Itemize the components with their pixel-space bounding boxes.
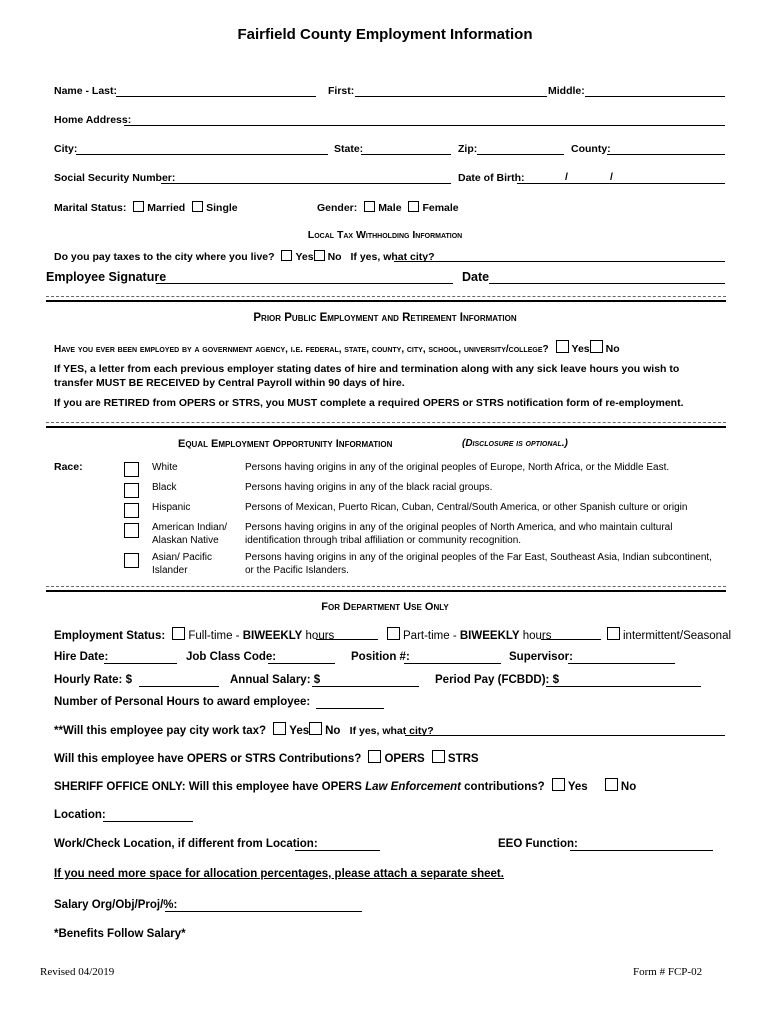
eeo-heading: Equal Employment Opportunity Information (178, 438, 393, 450)
race-label: Race: (54, 461, 83, 473)
city-work-tax-no-checkbox[interactable] (309, 722, 322, 735)
state-label: State: (334, 143, 364, 155)
supervisor-label: Supervisor: (509, 651, 573, 663)
form-number: Form # FCP-02 (633, 966, 703, 978)
sheriff-no-label: No (620, 781, 637, 793)
local-tax-row (54, 250, 435, 263)
home-address-label: Home Address: (54, 114, 132, 126)
first-name-field[interactable] (355, 96, 547, 97)
single-checkbox[interactable] (192, 201, 203, 212)
fulltime-hours-label: hours (302, 630, 335, 642)
parttime-biweekly-label: BIWEEKLY (459, 630, 520, 642)
ssn-label: Social Security Number: (54, 172, 176, 184)
race-hispanic-desc: Persons of Mexican, Puerto Rican, Cuban, Central/South America, or other Spanish culture or origin (245, 502, 688, 513)
parttime-row (383, 627, 551, 642)
middle-name-field[interactable] (585, 96, 725, 97)
race-american-indian-desc: Persons having origins in any of the original peoples of North America, and who maintain cultural identification through tribal affiliation or community recognition. (245, 522, 673, 546)
city-work-tax-no-label: No (325, 725, 341, 737)
female-label: Female (422, 202, 459, 214)
city-work-tax-city-label: If yes, what city? (349, 725, 434, 737)
sheriff-row (54, 778, 636, 793)
opers-label: OPERS (384, 753, 425, 765)
personal-hours-field[interactable] (316, 708, 384, 709)
married-checkbox[interactable] (133, 201, 144, 212)
intermittent-label: intermittent/Seasonal (623, 630, 732, 642)
race-black-checkbox[interactable] (124, 483, 139, 498)
local-tax-city-label: If yes, what city? (350, 251, 435, 263)
period-pay-label: Period Pay (FCBDD): $ (435, 674, 559, 686)
annual-salary-label: Annual Salary: $ (230, 674, 321, 686)
hire-date-label: Hire Date: (54, 651, 109, 663)
sheriff-question-end: contributions? (460, 781, 545, 793)
first-name-label: First: (328, 85, 355, 97)
fulltime-hours-field[interactable] (316, 639, 378, 640)
section-divider (46, 422, 726, 428)
race-black-desc: Persons having origins in any of the black racial groups. (245, 482, 493, 493)
revised-date: Revised 04/2019 (40, 966, 115, 978)
local-tax-no-label: No (327, 251, 342, 263)
eeo-function-label: EEO Function: (498, 838, 578, 850)
fulltime-label: Full-time - (188, 630, 243, 642)
annual-salary-field[interactable] (312, 686, 419, 687)
dob-separator: / (610, 171, 613, 183)
city-work-tax-yes-label: Yes (289, 725, 310, 737)
sheriff-law-enforcement: Law Enforcement (365, 781, 461, 793)
home-address-field[interactable] (124, 125, 725, 126)
opers-strs-question: Will this employee have OPERS or STRS Contributions? (54, 753, 362, 765)
work-location-field[interactable] (295, 850, 380, 851)
race-white-desc: Persons having origins in any of the original peoples of Europe, North Africa, or the Middle East. (245, 462, 670, 473)
prior-yes-checkbox[interactable] (556, 340, 569, 353)
race-american-indian-name: American Indian/ Alaskan Native (152, 522, 228, 546)
male-checkbox[interactable] (364, 201, 375, 212)
city-work-tax-question: **Will this employee pay city work tax? (54, 725, 267, 737)
position-label: Position #: (351, 651, 410, 663)
employment-status-label: Employment Status: (54, 630, 166, 642)
local-tax-yes-checkbox[interactable] (281, 250, 292, 261)
male-label: Male (378, 202, 402, 214)
sheriff-question-start: SHERIFF OFFICE ONLY: Will this employee have OPERS (54, 781, 366, 793)
section-divider (46, 586, 726, 592)
marital-status-label: Marital Status: (54, 202, 127, 214)
city-work-tax-yes-checkbox[interactable] (273, 722, 286, 735)
section-divider (46, 296, 726, 302)
page-title: Fairfield County Employment Information (237, 26, 533, 43)
parttime-hours-field[interactable] (541, 639, 601, 640)
local-tax-no-checkbox[interactable] (314, 250, 325, 261)
employee-signature-label: Employee Signature (46, 270, 167, 284)
opers-checkbox[interactable] (368, 750, 381, 763)
position-field[interactable] (404, 663, 501, 664)
prior-no-label: No (605, 343, 620, 355)
sheriff-yes-label: Yes (567, 781, 588, 793)
eeo-function-field[interactable] (570, 850, 713, 851)
prior-employment-row (54, 340, 620, 355)
single-label: Single (206, 202, 238, 214)
signature-date-label: Date (462, 270, 490, 284)
eeo-optional-note: (Disclosure is optional.) (462, 438, 568, 449)
local-tax-heading: Local Tax Withholding Information (307, 229, 463, 241)
supervisor-field[interactable] (568, 663, 675, 664)
county-label: County: (571, 143, 611, 155)
county-field[interactable] (607, 154, 725, 155)
prior-employment-heading: Prior Public Employment and Retirement Information (253, 312, 517, 324)
city-field[interactable] (76, 154, 328, 155)
local-tax-city-field[interactable] (394, 261, 725, 262)
gender-row (317, 201, 459, 214)
location-label: Location: (54, 809, 106, 821)
married-label: Married (147, 202, 186, 214)
work-location-label: Work/Check Location, if different from Location: (54, 838, 318, 850)
gender-label: Gender: (317, 202, 358, 214)
state-field[interactable] (361, 154, 451, 155)
employee-signature-field[interactable] (156, 283, 453, 284)
city-label: City: (54, 143, 78, 155)
local-tax-yes-label: Yes (295, 251, 314, 263)
salary-org-label: Salary Org/Obj/Proj/%: (54, 899, 178, 911)
race-black-name: Black (152, 482, 177, 493)
opers-strs-row (54, 750, 479, 765)
prior-letter-note: If YES, a letter from each previous employer stating dates of hire and termination along with any sick leave hours you wish to transfer MUST BE RECEIVED by Central Payroll within 90 days of hire. (54, 363, 680, 389)
retired-note: If you are RETIRED from OPERS or STRS, you MUST complete a required OPERS or STRS notification form of re-employment. (54, 397, 684, 409)
signature-date-field[interactable] (489, 283, 725, 284)
hourly-rate-label: Hourly Rate: $ (54, 674, 132, 686)
dob-field[interactable] (517, 183, 725, 184)
prior-no-checkbox[interactable] (590, 340, 603, 353)
race-white-checkbox[interactable] (124, 462, 139, 477)
allocation-note: If you need more space for allocation percentages, please attach a separate sheet. (54, 868, 504, 880)
job-class-label: Job Class Code: (186, 651, 277, 663)
hire-date-field[interactable] (104, 663, 177, 664)
city-work-tax-city-field[interactable] (405, 735, 725, 736)
race-hispanic-checkbox[interactable] (124, 503, 139, 518)
name-last-label: Name - Last: (54, 85, 118, 97)
race-asian-desc: Persons having origins in any of the original peoples of the Far East, Southeast Asia, Indian subcontinent, or the Pacific Islanders. (245, 552, 712, 576)
parttime-label: Part-time - (403, 630, 460, 642)
dept-use-heading: For Department Use Only (321, 601, 449, 613)
intermittent-checkbox[interactable] (607, 627, 620, 640)
parttime-hours-label: hours (519, 630, 552, 642)
zip-field[interactable] (477, 154, 564, 155)
local-tax-question: Do you pay taxes to the city where you live? (54, 251, 275, 263)
race-hispanic-name: Hispanic (152, 502, 191, 513)
prior-employment-question: Have you ever been employed by a government agency, i.e. federal, state, county, city, school, university/college? (54, 344, 549, 355)
ssn-field[interactable] (161, 183, 451, 184)
personal-hours-label: Number of Personal Hours to award employee: (54, 696, 311, 708)
benefits-note: *Benefits Follow Salary* (54, 928, 186, 940)
parttime-checkbox[interactable] (387, 627, 400, 640)
race-asian-checkbox[interactable] (124, 553, 139, 568)
middle-name-label: Middle: (548, 85, 585, 97)
location-field[interactable] (103, 821, 193, 822)
prior-yes-label: Yes (571, 343, 590, 355)
sheriff-yes-checkbox[interactable] (552, 778, 565, 791)
sheriff-no-checkbox[interactable] (605, 778, 618, 791)
marital-status-row (54, 201, 238, 214)
strs-label: STRS (447, 753, 479, 765)
dob-separator: / (565, 171, 568, 183)
hourly-rate-field[interactable] (139, 686, 219, 687)
intermittent-row (603, 627, 731, 642)
city-work-tax-row (54, 722, 434, 737)
race-american-indian-checkbox[interactable] (124, 523, 139, 538)
employment-status-row (54, 627, 334, 642)
race-white-name: White (152, 462, 178, 473)
zip-label: Zip: (458, 143, 478, 155)
job-class-field[interactable] (268, 663, 335, 664)
strs-checkbox[interactable] (432, 750, 445, 763)
dob-label: Date of Birth: (458, 172, 525, 184)
female-checkbox[interactable] (408, 201, 419, 212)
race-asian-name: Asian/ Pacific Islander (152, 552, 213, 576)
name-last-field[interactable] (116, 96, 316, 97)
fulltime-biweekly-label: BIWEEKLY (242, 630, 303, 642)
period-pay-field[interactable] (546, 686, 701, 687)
fulltime-checkbox[interactable] (172, 627, 185, 640)
salary-org-field[interactable] (165, 911, 362, 912)
